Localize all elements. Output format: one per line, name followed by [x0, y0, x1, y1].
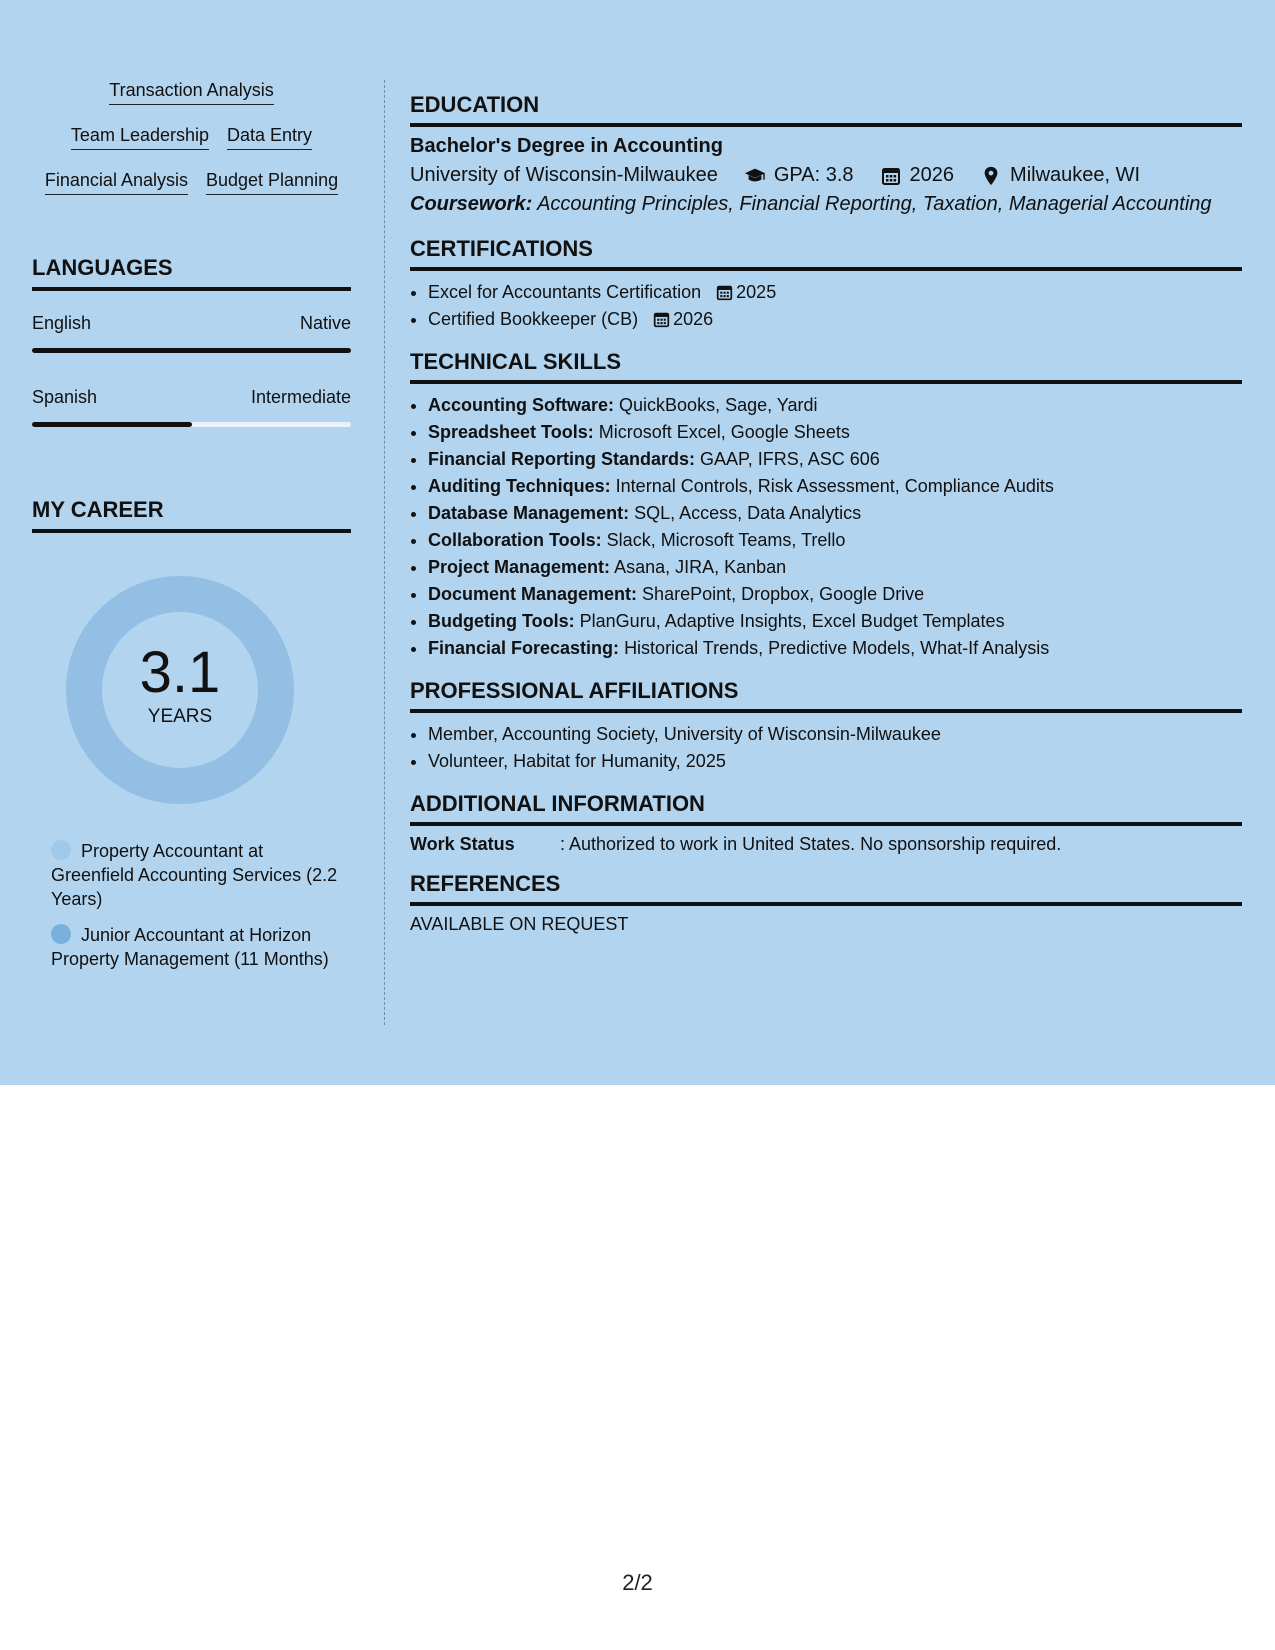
map-pin-icon	[980, 166, 1002, 186]
technical-skills-list	[410, 392, 1242, 662]
certifications-list	[410, 279, 1242, 333]
column-divider	[384, 80, 385, 1025]
donut-center	[65, 575, 295, 805]
skill-value: SQL, Access, Data Analytics	[634, 503, 862, 523]
career-total-unit: YEARS	[147, 706, 213, 727]
skill-label: Accounting Software:	[428, 395, 615, 415]
skill-tags	[32, 80, 351, 195]
page-number: 2/2	[622, 1570, 653, 1595]
legend-item	[51, 839, 341, 911]
left-column	[32, 80, 351, 969]
school-name: University of Wisconsin-Milwaukee	[410, 164, 718, 186]
language-item	[32, 387, 351, 427]
education-meta	[410, 164, 1242, 187]
skill-label: Database Management:	[428, 503, 630, 523]
technical-skills-section	[410, 349, 1242, 662]
skill-tag: Data Entry	[227, 125, 312, 150]
skill-value: QuickBooks, Sage, Yardi	[619, 395, 818, 415]
list-item	[428, 635, 1242, 662]
skill-value: GAAP, IFRS, ASC 606	[700, 449, 880, 469]
skill-tag: Team Leadership	[71, 125, 209, 150]
proficiency-fill	[32, 348, 351, 353]
skill-label: Collaboration Tools:	[428, 530, 602, 550]
list-item	[428, 554, 1242, 581]
legend-item	[51, 923, 341, 971]
certification-name: Certified Bookkeeper (CB)	[428, 309, 639, 329]
skill-value: PlanGuru, Adaptive Insights, Excel Budget Templates	[579, 611, 1005, 631]
career-donut-chart	[65, 575, 295, 805]
skill-label: Financial Forecasting:	[428, 638, 620, 658]
languages-title: LANGUAGES	[32, 255, 351, 291]
language-level: Native	[299, 313, 351, 333]
career-section	[32, 497, 351, 983]
language-level: Intermediate	[250, 387, 351, 407]
skill-label: Financial Reporting Standards:	[428, 449, 696, 469]
proficiency-bar	[32, 348, 351, 353]
education-section	[410, 92, 1242, 216]
legend-dot	[51, 924, 71, 944]
proficiency-bar	[32, 422, 351, 427]
language-item	[32, 313, 351, 353]
career-title: MY CAREER	[32, 497, 351, 533]
coursework-label: Coursework:	[410, 193, 533, 215]
list-item	[428, 279, 1242, 306]
list-item	[428, 473, 1242, 500]
legend-text: Property Accountant at Greenfield Accounting Services (2.2 Years)	[51, 841, 338, 909]
career-total-value: 3.1	[139, 640, 221, 705]
calendar-icon	[716, 284, 733, 301]
skill-value: Internal Controls, Risk Assessment, Compliance Audits	[615, 476, 1054, 496]
skill-label: Spreadsheet Tools:	[428, 422, 594, 442]
school-location: Milwaukee, WI	[1010, 164, 1141, 186]
list-item: • Member, Accounting Society, University of Wisconsin-Milwaukee	[428, 721, 1242, 748]
list-item	[428, 581, 1242, 608]
certifications-section	[410, 236, 1242, 333]
affiliations-title: PROFESSIONAL AFFILIATIONS	[410, 678, 1242, 713]
graduation-year: 2026	[909, 164, 955, 186]
coursework	[410, 193, 1242, 216]
proficiency-fill	[32, 422, 192, 427]
work-status-value: : Authorized to work in United States. No sponsorship required.	[560, 834, 1062, 854]
additional-info-title: ADDITIONAL INFORMATION	[410, 791, 1242, 826]
list-item	[428, 392, 1242, 419]
work-status-label: Work Status	[410, 834, 515, 854]
calendar-icon	[880, 166, 902, 186]
legend-text: Junior Accountant at Horizon Property Management (11 Months)	[51, 925, 329, 969]
skill-value: Microsoft Excel, Google Sheets	[598, 422, 850, 442]
technical-skills-title: TECHNICAL SKILLS	[410, 349, 1242, 384]
skill-label: Budgeting Tools:	[428, 611, 575, 631]
skill-tag: Budget Planning	[206, 170, 338, 195]
language-name: English	[32, 313, 92, 333]
list-item	[428, 419, 1242, 446]
right-column	[410, 92, 1242, 947]
skill-label: Document Management:	[428, 584, 638, 604]
list-item	[428, 500, 1242, 527]
skill-tag: Financial Analysis	[45, 170, 188, 195]
list-item	[428, 446, 1242, 473]
legend-dot	[51, 840, 71, 860]
references-section	[410, 871, 1242, 935]
languages-section	[32, 255, 351, 427]
list-item	[428, 306, 1242, 333]
certification-year: 2026	[673, 309, 714, 329]
language-name: Spanish	[32, 387, 98, 407]
skill-value: Asana, JIRA, Kanban	[614, 557, 787, 577]
references-text: AVAILABLE ON REQUEST	[410, 914, 629, 934]
affiliations-section	[410, 678, 1242, 775]
career-legend	[51, 839, 341, 971]
references-title: REFERENCES	[410, 871, 1242, 906]
education-title: EDUCATION	[410, 92, 1242, 127]
affiliations-list	[410, 721, 1242, 775]
skill-value: Slack, Microsoft Teams, Trello	[606, 530, 846, 550]
certification-name: Excel for Accountants Certification	[428, 282, 702, 302]
list-item	[428, 608, 1242, 635]
skill-label: Auditing Techniques:	[428, 476, 611, 496]
skill-tag: Transaction Analysis	[109, 80, 273, 105]
additional-info-section	[410, 791, 1242, 855]
work-status	[410, 834, 1242, 855]
calendar-icon	[653, 311, 670, 328]
certification-year: 2025	[736, 282, 777, 302]
skill-label: Project Management:	[428, 557, 611, 577]
gpa: GPA: 3.8	[773, 164, 854, 186]
list-item: • Volunteer, Habitat for Humanity, 2025	[428, 748, 1242, 775]
graduation-cap-icon	[744, 166, 766, 186]
coursework-list: Accounting Principles, Financial Reporting, Taxation, Managerial Accounting	[537, 193, 1212, 215]
list-item	[428, 527, 1242, 554]
skill-value: SharePoint, Dropbox, Google Drive	[642, 584, 925, 604]
certifications-title: CERTIFICATIONS	[410, 236, 1242, 271]
skill-value: Historical Trends, Predictive Models, What-If Analysis	[624, 638, 1050, 658]
degree-title: Bachelor's Degree in Accounting	[410, 135, 723, 157]
